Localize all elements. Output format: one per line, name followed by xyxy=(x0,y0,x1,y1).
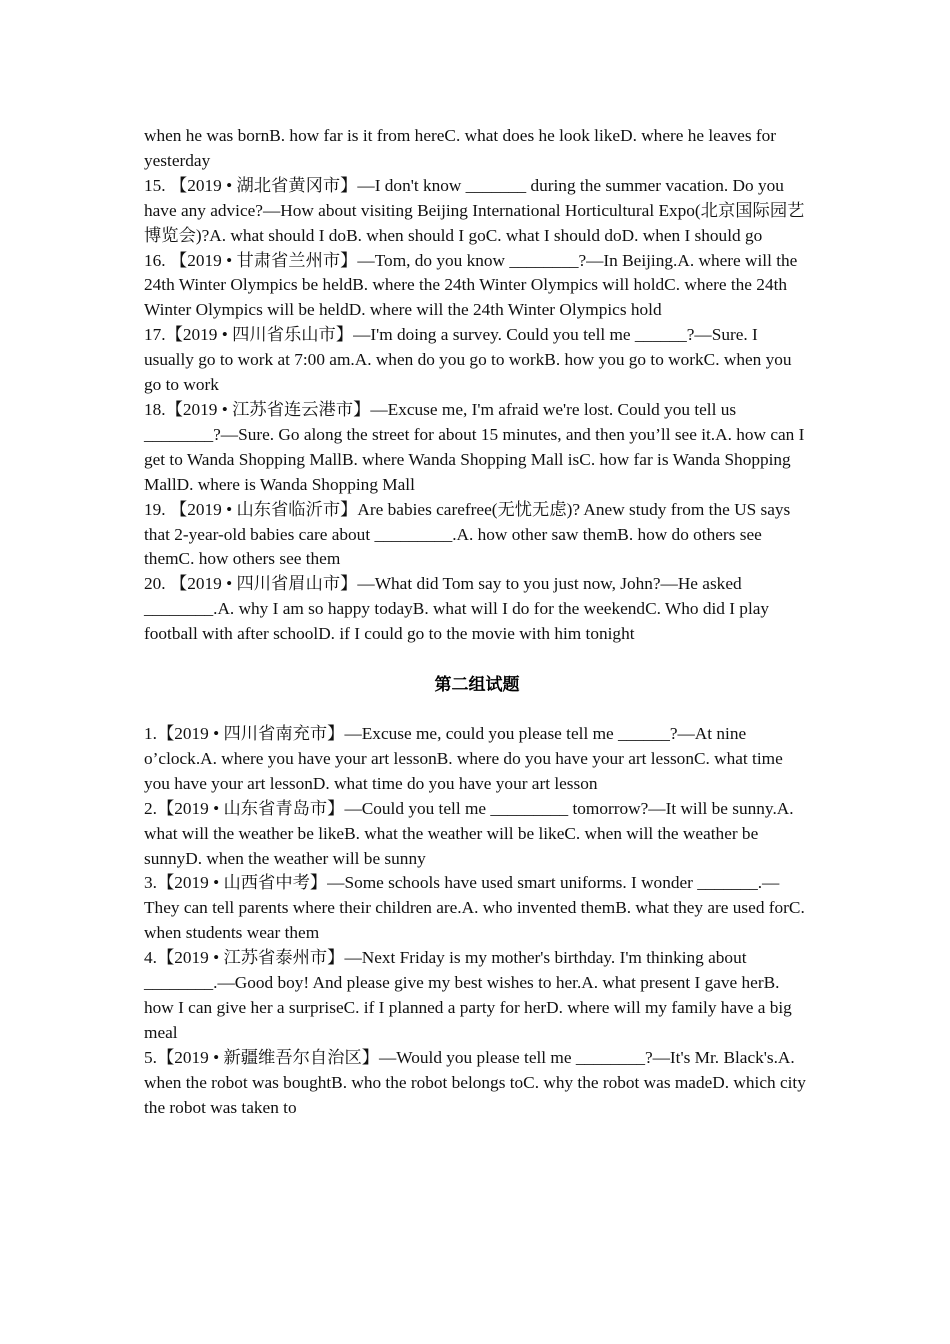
question-15: 15. 【2019 • 湖北省黄冈市】—I don't know _______ during the summer vacation. Do you have any advice?—How about visiting Beijing International Horticultural Expo(北京国际园艺博览会)?A. what should I doB. when should I goC. what I should doD. when I should go xyxy=(144,175,805,245)
question-19: 19. 【2019 • 山东省临沂市】Are babies carefree(无忧无虑)? Anew study from the US says that 2-year-old babies care about _________.A. how other saw themB. how do others see themC. how others see them xyxy=(144,499,791,569)
group2-question-2: 2.【2019 • 山东省青岛市】—Could you tell me _________ tomorrow?—It will be sunny.A. what will the weather be likeB. what the weather will be likeC. when will the weather be sunnyD. when the weather will be sunny xyxy=(144,798,794,868)
section-title: 第二组试题 xyxy=(434,675,520,696)
question-16: 16. 【2019 • 甘肃省兰州市】—Tom, do you know ________?—In Beijing.A. where will the 24th Winter Olympics be heldB. where the 24th Winter Olympics will holdC. where the 24th Winter Olympics will be heldD. where will the 24th Winter Olympics hold xyxy=(144,250,798,320)
group2-question-1: 1.【2019 • 四川省南充市】—Excuse me, could you please tell me ______?—At nine o’clock.A. where you have your art lessonB. where do you have your art lessonC. what time you have your art lessonD. what time do you have your art lesson xyxy=(144,724,783,793)
question-18: 18.【2019 • 江苏省连云港市】—Excuse me, I'm afraid we're lost. Could you tell us ________?—Sure. Go along the street for about 15 minutes, and then you’ll see it.A. how can I get to Wanda Shopping MallB. where Wanda Shopping Mall isC. how far is Wanda Shopping MallD. where is Wanda Shopping Mall xyxy=(144,399,805,494)
question-17: 17.【2019 • 四川省乐山市】—I'm doing a survey. Could you tell me ______?—Sure. I usually go to work at 7:00 am.A. when do you go to workB. how you go to workC. when you go to work xyxy=(144,325,792,395)
group2-question-3: 3.【2019 • 山西省中考】—Some schools have used smart uniforms. I wonder _______.—They can tell parents where their children are.A. who invented themB. what they are used forC. when students wear them xyxy=(144,873,805,943)
group2-question-5: 5.【2019 • 新疆维吾尔自治区】—Would you please tell me ________?—It's Mr. Black's.A. when the robot was boughtB. who the robot belongs toC. why the robot was madeD. which city the robot was taken to xyxy=(144,1047,806,1117)
question-14-continuation: when he was bornB. how far is it from hereC. what does he look likeD. where he leaves for yesterday xyxy=(144,126,777,170)
question-20: 20. 【2019 • 四川省眉山市】—What did Tom say to you just now, John?—He asked ________.A. why I am so happy todayB. what will I do for the weekendC. Who did I play football with after schoolD. if I could go to the movie with him tonight xyxy=(144,574,770,644)
group2-question-4: 4.【2019 • 江苏省泰州市】—Next Friday is my mother's birthday. I'm thinking about ________.—Good boy! And please give my best wishes to her.A. what present I gave herB. how I can give her a surpriseC. if I planned a party for herD. where will my family have a big meal xyxy=(144,948,792,1042)
document-page xyxy=(144,124,810,1121)
